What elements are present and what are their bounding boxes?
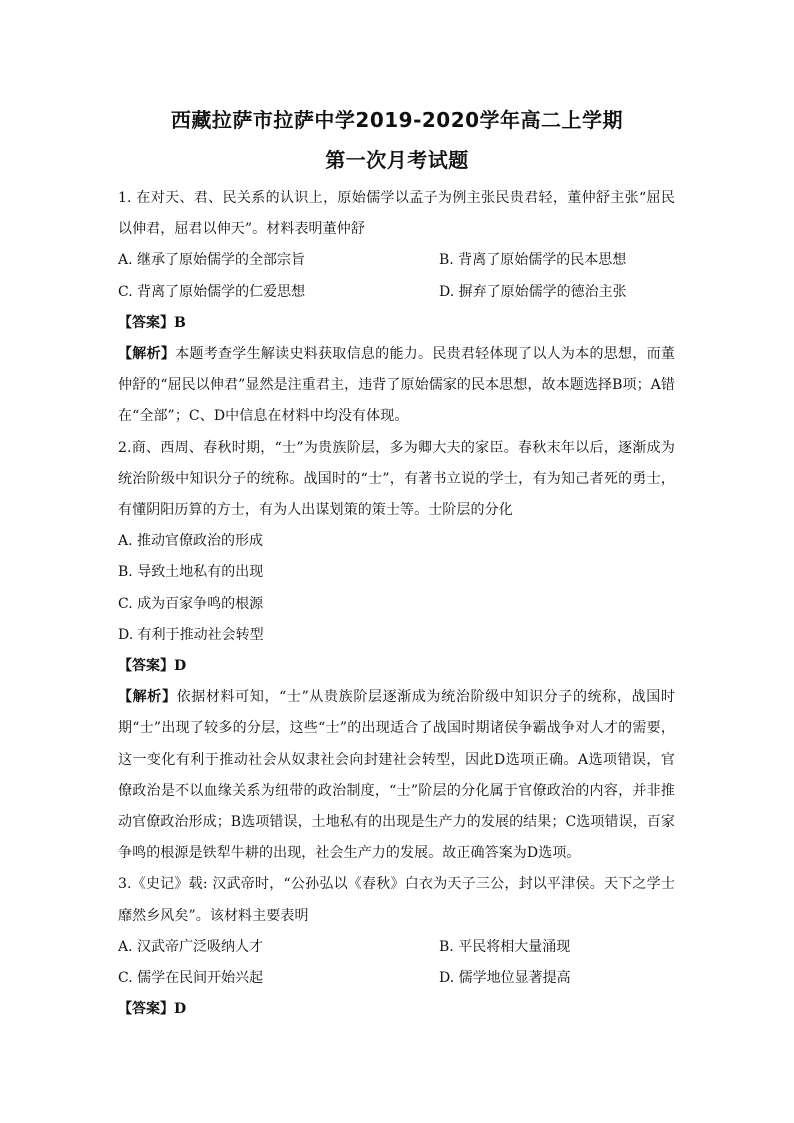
question-2-option-c: C. 成为百家争鸣的根源 xyxy=(118,595,264,612)
document-body xyxy=(118,183,675,1025)
question-2-option-b: B. 导致土地私有的出现 xyxy=(118,564,264,581)
question-3-options-row-2 xyxy=(118,963,675,994)
question-3-option-d: D. 儒学地位显著提高 xyxy=(439,970,571,987)
question-1-options-row-2 xyxy=(118,277,675,308)
question-3-options-row-1 xyxy=(118,932,675,963)
question-3-option-a: A. 汉武帝广泛吸纳人才 xyxy=(118,938,264,955)
question-1-stem: 1. 在对天、君、民关系的认识上，原始儒学以孟子为例主张民贵君轻，董仲舒主张“屈民以伸君，屈君以伸天”。材料表明董仲舒 xyxy=(118,190,675,238)
answer-tag: 【答案】 xyxy=(118,658,174,675)
question-2-stem: 2.商、西周、春秋时期，“士”为贵族阶层，多为卿大夫的家臣。春秋末年以后，逐渐成为统治阶级中知识分子的统称。战国时的“士”，有著书立说的学士，有为知己者死的勇士，有懂阴阳历算的方士，有为人出谋划策的策士等。士阶层的分化 xyxy=(118,439,675,519)
question-2-analysis-text: 依据材料可知，“士”从贵族阶层逐渐成为统治阶级中知识分子的统称，战国时期“士”出现了较多的分层，这些“士”的出现适合了战国时期诸侯争霸战争对人才的需要，这一变化有利于推动社会从奴隶社会向封建社会转型，因此D选项正确。A选项错误，官僚政治是不以血缘关系为纽带的政治制度，“士”阶层的分化属于官僚政治的内容，并非推动官僚政治形成；B选项错误，土地私有的出现是生产力的发展的结果；C选项错误，百家争鸣的根源是铁犁牛耕的出现，社会生产力的发展。故正确答案为D选项。 xyxy=(118,689,675,862)
question-1-analysis xyxy=(118,339,675,433)
answer-tag: 【答案】 xyxy=(118,314,174,331)
question-2-option-d: D. 有利于推动社会转型 xyxy=(118,626,264,643)
question-1-answer-value: B xyxy=(174,314,186,331)
answer-tag: 【答案】 xyxy=(118,1001,174,1018)
question-1-option-a: A. 继承了原始儒学的全部宗旨 xyxy=(118,252,306,269)
question-1-option-d: D. 摒弃了原始儒学的德治主张 xyxy=(439,283,627,300)
question-1-analysis-text: 本题考查学生解读史料获取信息的能力。民贵君轻体现了以人为本的思想，而董仲舒的“屈民以伸君”显然是注重君主，违背了原始儒家的民本思想，故本题选择B项；A错在“全部”；C、D中信息在材料中均没有体现。 xyxy=(118,346,676,425)
question-2-analysis xyxy=(118,682,675,869)
analysis-tag: 【解析】 xyxy=(118,346,176,363)
question-3-stem: 3.《史记》载: 汉武帝时，“公孙弘以《春秋》白衣为天子三公，封以平津侯。天下之学士靡然乡风矣”。该材料主要表明 xyxy=(118,876,675,924)
question-3-answer-value: D xyxy=(174,1001,187,1018)
question-3-option-c: C. 儒学在民间开始兴起 xyxy=(118,970,264,987)
question-2-option-a: A. 推动官僚政治的形成 xyxy=(118,533,264,550)
document-subtitle: 第一次月考试题 xyxy=(325,148,469,172)
document-title: 西藏拉萨市拉萨中学2019-2020学年高二上学期 xyxy=(170,108,624,132)
question-1-answer xyxy=(118,308,675,339)
question-1-option-c: C. 背离了原始儒学的仁爱思想 xyxy=(118,283,306,300)
question-3-option-b: B. 平民将相大量涌现 xyxy=(439,938,571,955)
question-1-options-row-1 xyxy=(118,245,675,276)
analysis-tag: 【解析】 xyxy=(118,689,177,706)
question-1-option-b: B. 背离了原始儒学的民本思想 xyxy=(439,252,627,269)
question-2-answer-value: D xyxy=(174,658,187,675)
question-2-answer xyxy=(118,651,675,682)
question-3-answer xyxy=(118,994,675,1025)
